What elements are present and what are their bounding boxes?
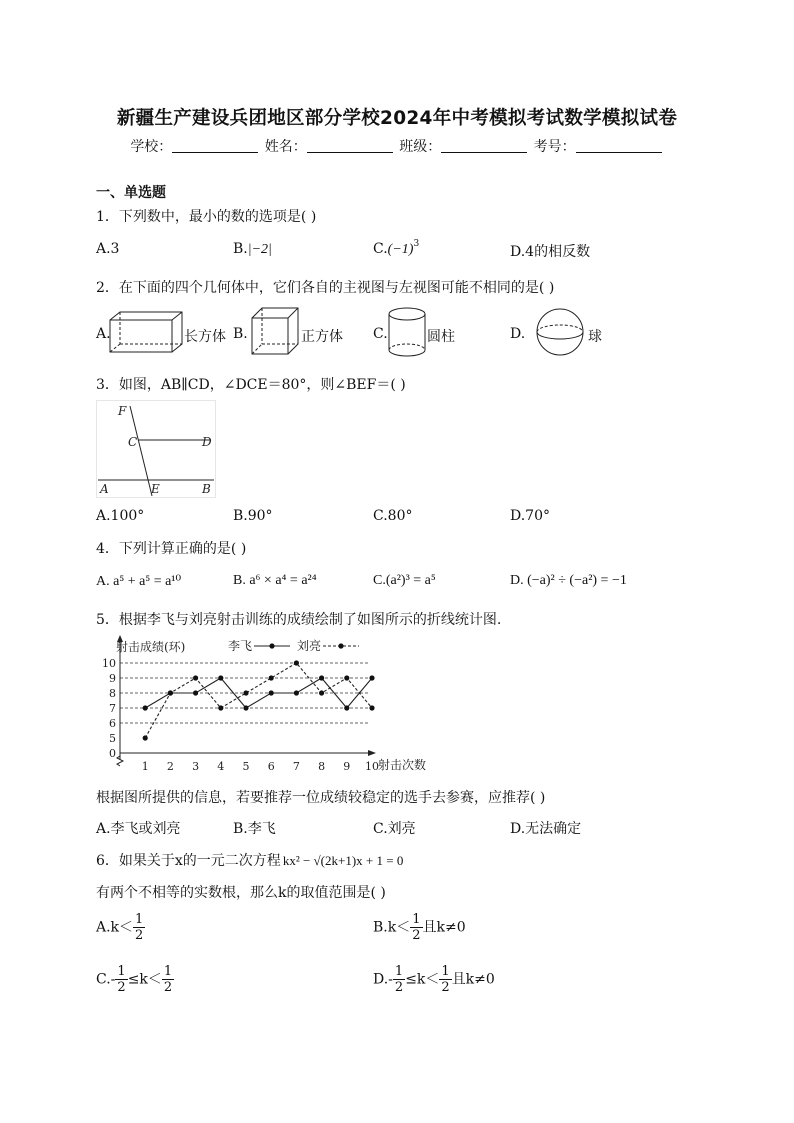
x-tick-4: 4 [217,760,225,773]
x-tick-1: 1 [141,760,149,773]
q1-c-base: (−1) [387,242,414,257]
q6-b-post: 且k≠0 [422,919,466,936]
y-tick-5: 5 [109,732,116,745]
x-tick-5: 5 [242,760,250,773]
q1-b-prefix: B. [233,241,248,257]
label-e: E [151,482,160,496]
q6-c-pre: C.- [96,971,116,988]
series-2-point-1 [143,735,148,740]
student-info-line [0,136,794,156]
label-a: A [100,482,109,496]
q4-option-a[interactable]: A. a⁵ + a⁵ = a¹⁰ [96,574,182,589]
q4-option-d[interactable]: D. (−a)² ÷ (−a²) = −1 [510,573,627,588]
q6-stem-text: 6．如果关于x的一元二次方程 [96,853,281,869]
q6-option-c[interactable] [96,964,174,995]
q6-option-b[interactable] [373,912,466,943]
q1-option-d[interactable]: D.4的相反数 [510,244,591,260]
q5-after-text: 根据图所提供的信息，若要推荐一位成绩较稳定的选手去参赛，应推荐( ) [96,790,546,806]
q3-stem: 3．如图，AB∥CD，∠DCE＝80°，则∠BEF＝( ) [96,377,406,393]
q3-option-d[interactable]: D.70° [510,508,550,524]
number-label: 考号： [533,139,576,155]
series-2-point-4 [218,705,223,710]
numerator: 1 [441,964,450,979]
series-1-point-4 [218,675,223,680]
x-axis-arrow [368,750,376,756]
q6-d-fraction-2 [439,964,451,995]
q2-option-a[interactable]: A. [96,326,111,342]
x-tick-3: 3 [192,760,200,773]
denominator: 2 [412,928,421,943]
q1-b-expr: |−2| [247,242,272,257]
x-tick-8: 8 [318,760,326,773]
q5-option-c[interactable]: C.刘亮 [373,821,416,837]
denominator: 2 [394,980,404,995]
y-axis-title: 射击成绩(环) [116,640,186,654]
q1-c-exp: 3 [413,239,420,249]
q6-stem2: 有两个不相等的实数根，那么k的取值范围是( ) [96,885,386,901]
q6-a-text: A.k＜ [96,919,134,936]
y-tick-9: 9 [109,672,116,685]
q1-stem: 1．下列数中，最小的数的选项是( ) [96,209,317,225]
series-2-point-7 [294,660,299,665]
series-1-point-10 [369,675,374,680]
q6-d-mid: ≤k＜ [405,971,440,988]
q1-option-a[interactable]: A.3 [96,241,120,257]
legend-marker-2 [338,643,343,648]
q4-option-b[interactable]: B. a⁶ × a⁴ = a²⁴ [233,573,317,588]
series-1-point-8 [319,675,324,680]
numerator: 1 [412,912,421,927]
label-b: B [202,482,211,496]
legend-label-1: 李飞 [228,639,253,653]
label-c: C [128,435,138,449]
q6-b-text: B.k＜ [373,919,411,936]
cylinder-figure [387,306,427,358]
q6-c-fraction-1 [115,964,127,995]
q3-option-a[interactable]: A.100° [96,508,145,524]
q4-stem: 4．下列计算正确的是( ) [96,541,247,557]
q6-b-fraction [410,912,422,943]
legend-marker-1 [269,643,274,648]
label-d: D [202,435,212,449]
x-tick-10: 10 [365,760,379,773]
x-tick-7: 7 [292,760,300,773]
class-label: 班级： [399,139,442,155]
class-blank[interactable] [441,138,527,153]
x-axis-title: 射击次数 [378,758,427,772]
q2-b-label: 正方体 [301,329,343,345]
x-tick-9: 9 [343,760,351,773]
transversal-fe [130,406,152,496]
q2-d-label: 球 [588,329,602,345]
q6-option-d[interactable] [373,964,495,995]
series-2-point-2 [168,690,173,695]
q5-option-d[interactable]: D.无法确定 [510,821,582,837]
series-1-point-5 [243,705,248,710]
denominator: 2 [117,980,126,995]
q6-c-mid: ≤k＜ [127,971,162,988]
q5-option-a[interactable]: A.李飞或刘亮 [96,821,181,837]
q6-d-pre: D.- [373,971,393,988]
number-blank[interactable] [576,138,662,153]
numerator: 1 [117,964,126,979]
legend-label-2: 刘亮 [297,639,322,653]
q2-option-c[interactable]: C. [373,326,388,342]
q6-d-post: 且k≠0 [451,971,495,988]
q6-option-a[interactable] [96,912,145,943]
q2-option-d[interactable]: D. [510,326,526,342]
series-2-point-10 [369,705,374,710]
y-tick-6: 6 [109,717,116,730]
q2-stem: 2．在下面的四个几何体中，它们各自的主视图与左视图可能不相同的是( ) [96,280,555,296]
q1-c-prefix: C. [373,241,388,257]
y-tick-7: 7 [109,702,116,715]
series-1-point-6 [269,690,274,695]
denominator: 2 [135,928,144,943]
parallel-lines-figure [96,400,216,498]
series-2-point-6 [269,675,274,680]
q3-option-b[interactable]: B.90° [233,508,273,524]
q1-option-b[interactable] [233,241,272,258]
q4-option-c[interactable]: C.(a²)³ = a⁵ [373,573,436,588]
q6-a-fraction [133,912,145,943]
label-f: F [118,404,127,418]
series-1-point-9 [344,705,349,710]
x-tick-2: 2 [166,760,174,773]
q2-a-label: 长方体 [184,329,226,345]
line-chart [96,632,446,777]
q2-option-b[interactable]: B. [233,326,248,342]
q2-c-label: 圆柱 [427,329,455,345]
y-tick-0: 0 [109,747,116,760]
y-tick-10: 10 [102,657,116,670]
name-label: 姓名： [264,139,307,155]
series-1-point-7 [294,690,299,695]
q3-option-c[interactable]: C.80° [373,508,413,524]
series-1-point-1 [143,705,148,710]
q1-option-c[interactable] [373,241,419,258]
q6-equation: kx² − √(2k+1)x + 1 = 0 [282,853,404,868]
name-blank[interactable] [307,138,393,153]
y-tick-8: 8 [109,687,116,700]
q6-d-fraction-1 [393,964,405,995]
series-1-point-3 [193,690,198,695]
x-tick-6: 6 [267,760,275,773]
series-2-point-5 [243,690,248,695]
section-heading: 一、单选题 [96,185,166,201]
page-title: 新疆生产建设兵团地区部分学校2024年中考模拟考试数学模拟试卷 [116,108,678,129]
q5-stem: 5．根据李飞与刘亮射击训练的成绩绘制了如图所示的折线统计图. [96,612,502,628]
denominator: 2 [163,980,173,995]
numerator: 1 [135,912,144,927]
school-blank[interactable] [172,138,258,153]
cuboid-figure [108,310,184,356]
school-label: 学校： [130,139,173,155]
q6-c-fraction-2 [162,964,174,995]
q6-stem [96,850,403,870]
cube-figure [250,306,300,358]
numerator: 1 [394,964,404,979]
series-2-point-8 [319,690,324,695]
denominator: 2 [441,980,450,995]
series-2-point-9 [344,675,349,680]
sphere-figure [532,308,588,356]
numerator: 1 [163,964,173,979]
series-2-point-3 [193,675,198,680]
q5-option-b[interactable]: B.李飞 [233,821,276,837]
